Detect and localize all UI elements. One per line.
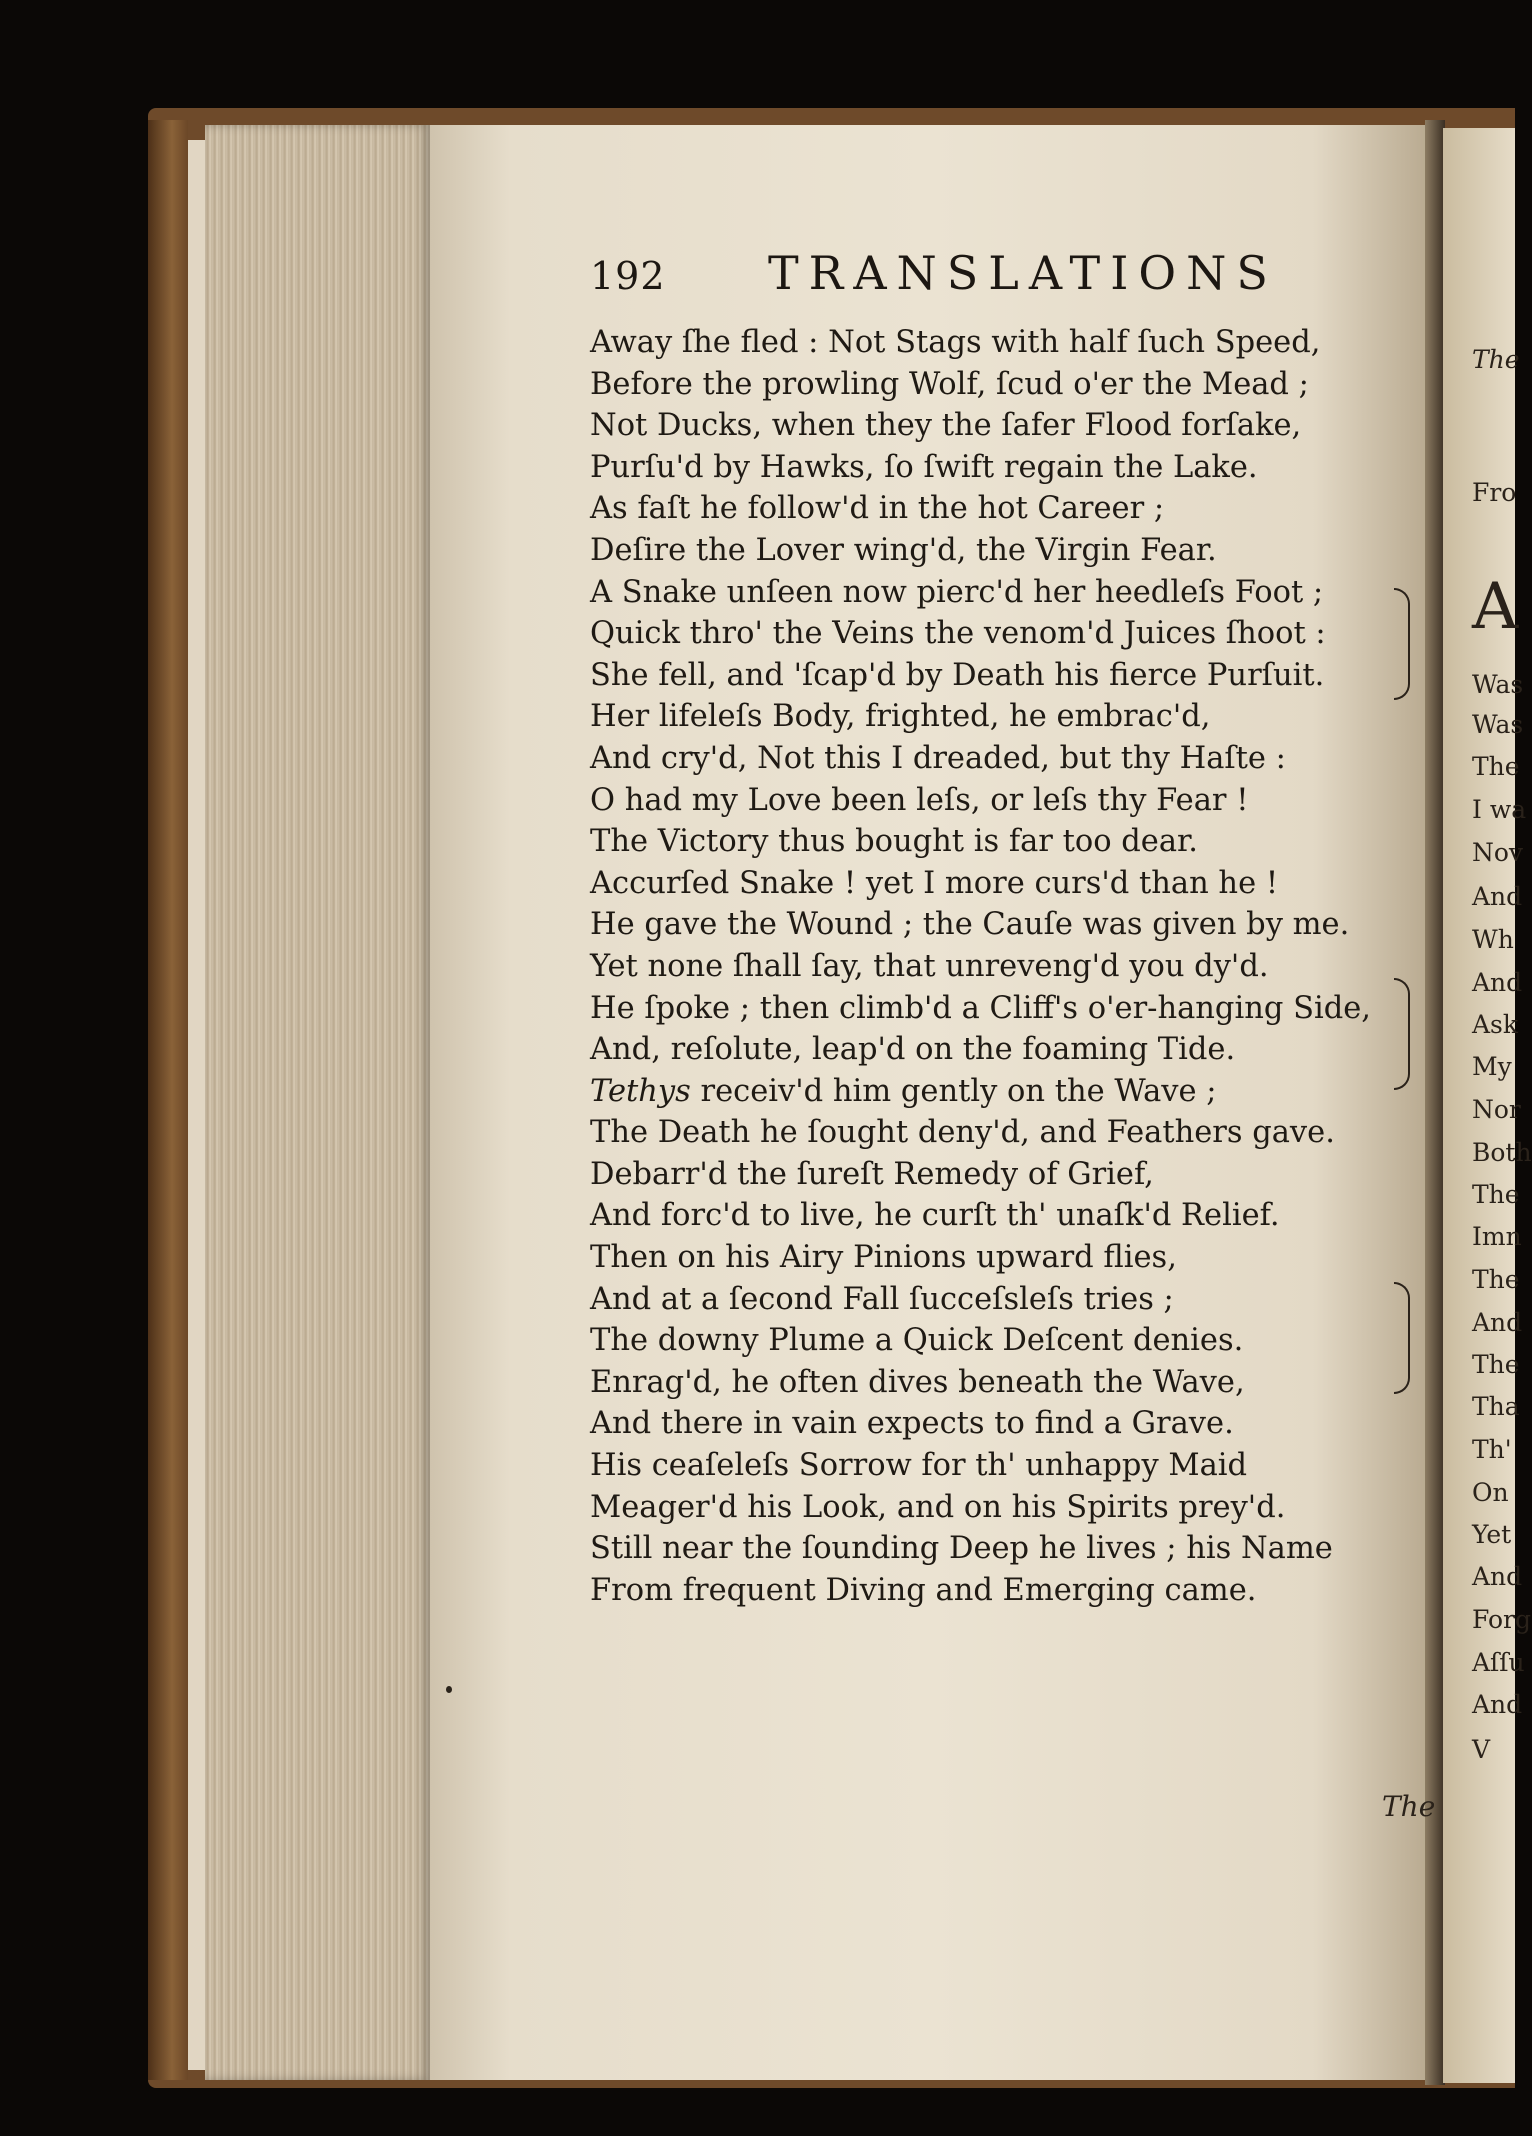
poem-line: Deſire the Lover wing'd, the Virgin Fear. bbox=[590, 532, 1217, 568]
facing-page-word: A bbox=[1472, 570, 1519, 644]
poem-line: A Snake unſeen now pierc'd her heedleſs Foot ; bbox=[590, 574, 1324, 610]
facing-page-word: Aſſu bbox=[1472, 1648, 1525, 1677]
poem-line: Away ſhe fled : Not Stags with half ſuch Speed, bbox=[590, 325, 1321, 360]
poem-line: Still near the ſounding Deep he lives ; his Name bbox=[590, 1531, 1333, 1567]
facing-page-word: The bbox=[1472, 752, 1520, 781]
poem-line: Enrag'd, he often dives beneath the Wave, bbox=[590, 1364, 1245, 1400]
poem-line: And there in vain expects to find a Grave. bbox=[590, 1406, 1234, 1442]
facing-page-word: Tha bbox=[1472, 1392, 1520, 1421]
facing-page-word: On bbox=[1472, 1478, 1509, 1507]
facing-page-word: The bbox=[1472, 1180, 1520, 1209]
poem-line: The downy Plume a Quick Deſcent denies. bbox=[590, 1323, 1244, 1359]
poem-line: And cry'd, Not this I dreaded, but thy Haſte : bbox=[590, 740, 1286, 776]
facing-page-word: The bbox=[1472, 1265, 1520, 1294]
poem-line: As faſt he follow'd in the hot Career ; bbox=[590, 491, 1165, 527]
facing-page-word: Was bbox=[1472, 670, 1524, 699]
poem-line: The Victory thus bought is far too dear. bbox=[590, 824, 1198, 860]
poem-line: From frequent Diving and Emerging came. bbox=[590, 1572, 1257, 1608]
facing-page-word: Imn bbox=[1472, 1222, 1522, 1251]
facing-page-word: Both bbox=[1472, 1138, 1532, 1167]
poem-line-rest: receiv'd him gently on the Wave ; bbox=[700, 1073, 1217, 1109]
poem-line: She fell, and 'ſcap'd by Death his fierce Purſuit. bbox=[590, 657, 1325, 693]
facing-page-word: V bbox=[1472, 1735, 1491, 1764]
facing-page-word: The bbox=[1472, 345, 1520, 374]
facing-page-word: Ask bbox=[1472, 1010, 1519, 1039]
poem-line: He gave the Wound ; the Cauſe was given by me. bbox=[590, 907, 1350, 943]
poem-line: He ſpoke ; then climb'd a Cliff's o'er-hanging Side, bbox=[590, 990, 1371, 1026]
poem-line: Accurſed Snake ! yet I more curs'd than he ! bbox=[590, 865, 1279, 901]
poem-line: Her lifeleſs Body, frighted, he embrac'd, bbox=[590, 699, 1211, 735]
facing-page-word: I wa bbox=[1472, 795, 1527, 824]
facing-page-word: And bbox=[1472, 1562, 1523, 1591]
facing-page-word: The bbox=[1472, 1350, 1520, 1379]
poem-line: Before the prowling Wolf, ſcud o'er the Mead ; bbox=[590, 366, 1309, 402]
facing-page-word: Forg bbox=[1472, 1605, 1531, 1634]
facing-page-word: Fro bbox=[1472, 478, 1517, 507]
facing-page-word: And bbox=[1472, 882, 1523, 911]
poem-line: Debarr'd the ſureſt Remedy of Grief, bbox=[590, 1156, 1154, 1192]
ink-mark bbox=[446, 1686, 452, 1693]
facing-page-word: Nor bbox=[1472, 1095, 1521, 1124]
poem-line: The Death he ſought deny'd, and Feathers gave. bbox=[590, 1115, 1335, 1151]
catchword: The bbox=[1382, 1790, 1436, 1823]
poem-line: And at a ſecond Fall ſucceſsleſs tries ; bbox=[590, 1281, 1174, 1317]
facing-page-word: Nov bbox=[1472, 838, 1524, 867]
poem-line: His ceaſeleſs Sorrow for th' unhappy Maid bbox=[590, 1448, 1248, 1484]
running-head bbox=[590, 246, 1330, 306]
facing-page-word: And bbox=[1472, 1308, 1523, 1337]
page-title: TRANSLATIONS bbox=[768, 246, 1278, 300]
facing-page-word: Th' bbox=[1472, 1435, 1512, 1464]
facing-page-word: My bbox=[1472, 1052, 1512, 1081]
facing-page-word: And bbox=[1472, 968, 1523, 997]
triplet-bracket bbox=[1394, 978, 1410, 1090]
poem-line: And, reſolute, leap'd on the foaming Tide. bbox=[590, 1032, 1236, 1068]
poem-line: Then on his Airy Pinions upward flies, bbox=[590, 1240, 1177, 1276]
poem-line: O had my Love been leſs, or leſs thy Fear ! bbox=[590, 782, 1249, 818]
poem-line: Not Ducks, when they the ſafer Flood forſake, bbox=[590, 408, 1302, 444]
poem-line: Purſu'd by Hawks, ſo ſwift regain the Lake. bbox=[590, 449, 1258, 485]
poem-line bbox=[590, 1071, 1390, 1113]
italic-name: Tethys bbox=[590, 1073, 691, 1109]
poem-text bbox=[590, 322, 1390, 1611]
poem-line: Quick thro' the Veins the venom'd Juices ſhoot : bbox=[590, 616, 1326, 652]
page-number: 192 bbox=[590, 254, 666, 298]
triplet-bracket bbox=[1394, 588, 1410, 700]
poem-line: And forc'd to live, he curſt th' unaſk'd Relief. bbox=[590, 1198, 1280, 1234]
poem-line: Yet none ſhall ſay, that unreveng'd you dy'd. bbox=[590, 948, 1269, 984]
facing-page-word: Was bbox=[1472, 710, 1524, 739]
page-block-edges bbox=[205, 125, 430, 2080]
facing-page-word: And bbox=[1472, 1690, 1523, 1719]
triplet-bracket bbox=[1394, 1282, 1410, 1394]
facing-page-word: Wh bbox=[1472, 925, 1514, 954]
cover-edge bbox=[148, 120, 188, 2080]
poem-line: Meager'd his Look, and on his Spirits prey'd. bbox=[590, 1489, 1286, 1525]
facing-page-word: Yet bbox=[1472, 1520, 1512, 1549]
